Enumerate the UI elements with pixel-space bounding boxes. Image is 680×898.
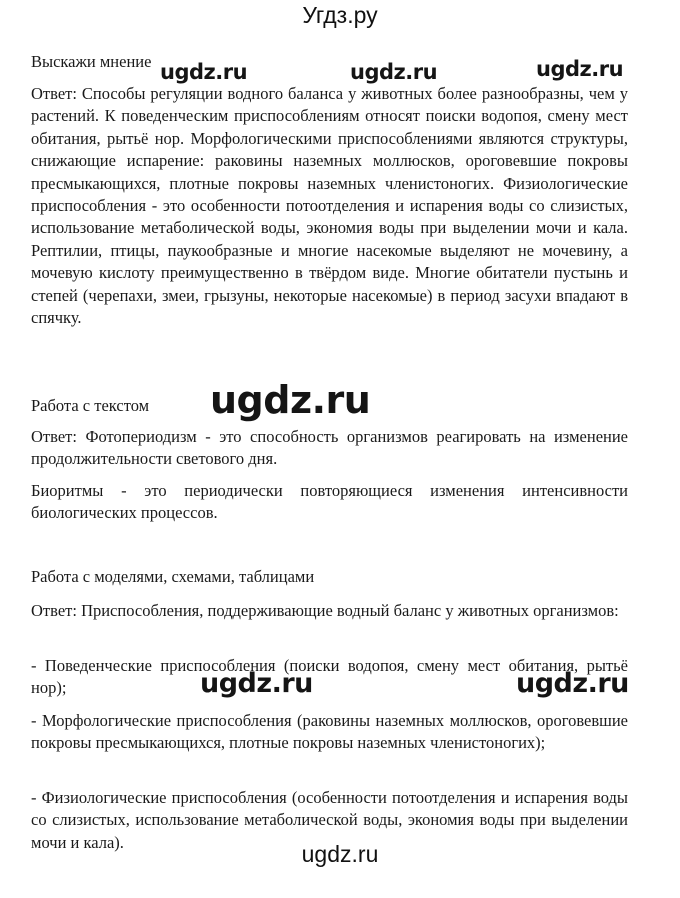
watermark-text: ugdz.ru bbox=[350, 60, 438, 84]
list-item-behavioral: - Поведенческие приспособления (поиски водопоя, смену мест обитания, рытьё нор); bbox=[31, 656, 628, 698]
list-item-physiological: - Физиологические приспособления (особенности потоотделения и испарения воды со слизистых, использование метаболической воды, экономия воды при выделении мочи и кала). bbox=[31, 788, 628, 852]
answer-opinion: Ответ: Способы регуляции водного баланса у животных более разнообразны, чем у растений. К поведенческим приспособлениям относят поиски водопоя, смену мест обитания, рытьё нор. Морфологическими приспособлениями являются структуры, снижающие испарение: раковины наземных моллюсков, ороговевшие покровы пресмыкающихся, плотные покровы наземных членистоногих. Физиологические приспособления - это особенности потоотделения и испарения воды со слизистых, использование метаболической воды, экономия воды при выделении мочи и кала. Рептилии, птицы, паукообразные и многие насекомые выделяют не мочевину, а мочевую кислоту преимущественно в твёрдом виде. Многие обитатели пустынь и степей (черепахи, змеи, грызуны, некоторые насекомые) в период засухи впадают в спячку. bbox=[31, 84, 628, 328]
answer-models-intro: Ответ: Приспособления, поддерживающие водный баланс у животных организмов: bbox=[31, 601, 619, 620]
site-footer-title: ugdz.ru bbox=[301, 841, 379, 867]
watermark-text: ugdz.ru bbox=[516, 668, 629, 699]
list-item-morphological: - Морфологические приспособления (раковины наземных моллюсков, ороговевшие покровы пресмыкающихся, плотные покровы наземных членистоногих); bbox=[31, 711, 628, 753]
watermark-text: ugdz.ru bbox=[536, 57, 624, 81]
watermark-text: ugdz.ru bbox=[160, 60, 248, 84]
section-heading-models: Работа с моделями, схемами, таблицами bbox=[31, 567, 315, 586]
answer-biorhythms: Биоритмы - это периодически повторяющиеся изменения интенсивности биологических процессов. bbox=[31, 481, 628, 523]
section-heading-opinion: Выскажи мнение bbox=[31, 52, 152, 71]
answer-photoperiodism: Ответ: Фотопериодизм - это способность организмов реагировать на изменение продолжительности светового дня. bbox=[31, 427, 628, 469]
watermark-text: ugdz.ru bbox=[210, 378, 371, 422]
site-header-title: Угдз.ру bbox=[302, 2, 378, 28]
section-heading-text-work: Работа с текстом bbox=[31, 396, 150, 415]
watermark-text: ugdz.ru bbox=[200, 668, 313, 699]
